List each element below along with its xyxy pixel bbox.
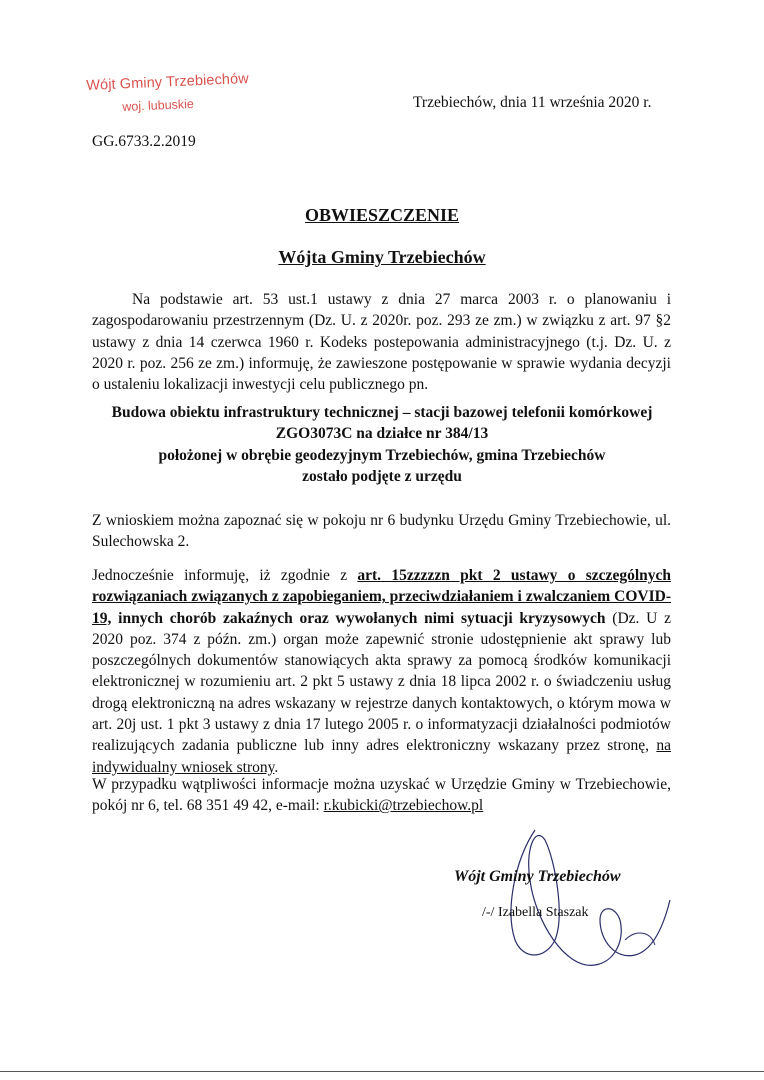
official-stamp [86, 70, 250, 114]
notice-paragraph: Z wnioskiem można zapoznać się w pokoju nr 6 budynku Urzędu Gminy Trzebiechowie, ul. Sulechowska 2. [92, 512, 671, 551]
handwritten-signature [505, 820, 685, 980]
individual-request-link[interactable]: na indywidualny wniosek strony [92, 737, 671, 776]
act-reference-rest: innych chorób zakaźnych oraz wywołanych nimi sytuacji kryzysowych [111, 609, 606, 627]
project-line-2: ZGO3073C na działce nr 384/13 [275, 425, 489, 443]
act-reference-link[interactable]: art. 15zzzzzn pkt 2 ustawy o szczególnych rozwiązaniach związanych z zapobieganiem, przeciwdziałaniem i zwalczaniem COVID-19, [92, 567, 671, 627]
covid-tail-end: . [274, 758, 279, 776]
project-line-4: zostało podjęte z urzędu [302, 467, 462, 485]
signatory-name: /-/ Izabella Staszak [482, 905, 589, 920]
document-date: Trzebiechów, dnia 11 września 2020 r. [413, 94, 652, 111]
covid-lead: Jednocześnie informuję, iż zgodnie z [92, 567, 358, 584]
document-title: OBWIESZCZENIE [304, 205, 460, 225]
covid-body: (Dz. U z 2020 poz. 374 z późn. zm.) organ może zapewnić stronie udostępnienie akt sprawy lub poszczególnych dokumentów stanowiących akta sprawy za pomocą środków komunikacji elektronicznej w rozumieniu art. 2 pkt 5 ustawy z dnia 18 lipca 2002 r. o świadczeniu usług drogą elektroniczną na adres wskazany w rejestrze danych kontaktowych, o którym mowa w art. 20j ust. 1 pkt 3 ustawy z dnia 17 lutego 2005 r. o informatyzacji działalności podmiotów realizujących zadania publiczne lub inny adres elektroniczny wskazany przez stronę, [92, 609, 671, 755]
document-subtitle: Wójta Gminy Trzebiechów [278, 247, 486, 267]
project-description [80, 402, 684, 487]
page-bottom-divider [0, 1071, 764, 1072]
project-line-1: Budowa obiektu infrastruktury technicznej – stacji bazowej telefonii komórkowej [111, 404, 653, 421]
reference-number: GG.6733.2.2019 [92, 133, 196, 150]
contact-paragraph [92, 774, 671, 817]
stamp-line-1: Wójt Gminy Trzebiechów [86, 70, 250, 94]
covid-paragraph [92, 565, 671, 778]
signatory-title: Wójt Gminy Trzebiechów [454, 868, 621, 885]
project-line-3: położonej w obrębie geodezyjnym Trzebiechów, gmina Trzebiechów [158, 446, 606, 464]
contact-text: W przypadku wątpliwości informacje można uzyskać w Urzędzie Gminy w Trzebiechowie, pokój nr 6, tel. 68 351 49 42, e-mail: [92, 776, 671, 815]
stamp-line-2: woj. lubuskie [122, 96, 195, 114]
contact-email-link[interactable]: r.kubicki@trzebiechow.pl [323, 797, 484, 815]
intro-paragraph: Na podstawie art. 53 ust.1 ustawy z dnia 27 marca 2003 r. o planowaniu i zagospodarowaniu przestrzennym (Dz. U. z 2020r. poz. 293 ze zm.) w związku z art. 97 §2 ustawy z dnia 14 czerwca 1960 r. Kodeks postepowania administracyjnego (t.j. Dz. U. z 2020 r. poz. 256 ze zm.) informuję, że zawieszone postępowanie w sprawie wydania decyzji o ustaleniu lokalizacji inwestycji celu publicznego pn. [92, 291, 671, 394]
